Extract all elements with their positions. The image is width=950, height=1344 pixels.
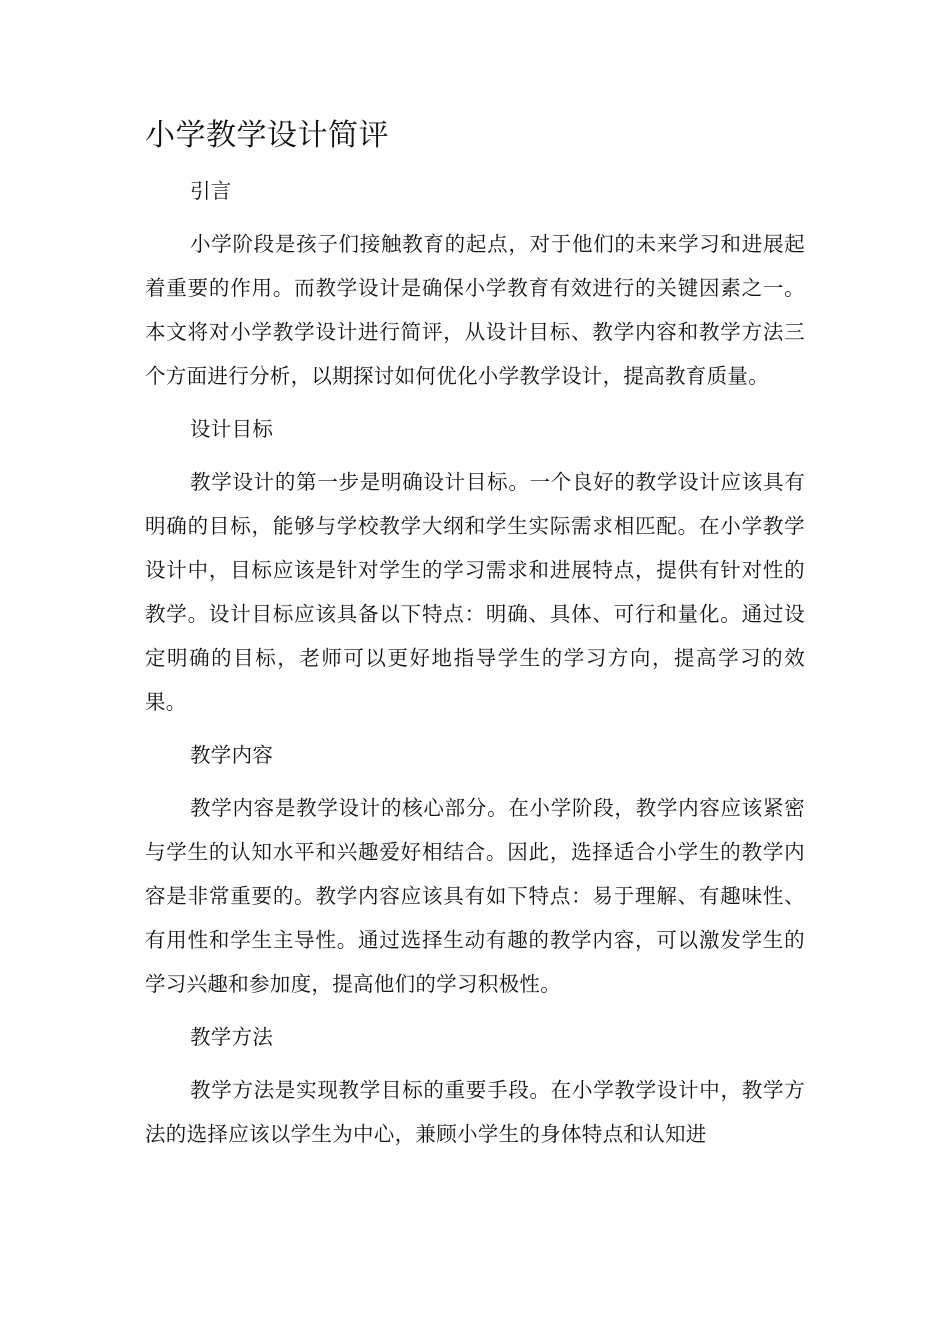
document-page — [145, 112, 805, 1165]
section-heading-teaching-methods: 教学方法 — [190, 1025, 274, 1049]
section-paragraph-introduction: 小学阶段是孩子们接触教育的起点，对于他们的未来学习和进展起着重要的作用。而教学设计是确保小学教育有效进行的关键因素之一。本文将对小学教学设计进行简评，从设计目标、教学内容和教学方法三个方面进行分析，以期探讨如何优化小学教学设计，提高教育质量。 — [145, 232, 805, 388]
section-heading-introduction: 引言 — [190, 179, 232, 203]
section-paragraph-teaching-content: 教学内容是教学设计的核心部分。在小学阶段，教学内容应该紧密与学生的认知水平和兴趣爱好相结合。因此，选择适合小学生的教学内容是非常重要的。教学内容应该具有如下特点：易于理解、有趣味性、有用性和学生主导性。通过选择生动有趣的教学内容，可以激发学生的学习兴趣和参加度，提高他们的学习积极性。 — [145, 796, 805, 996]
section-paragraph-teaching-methods: 教学方法是实现教学目标的重要手段。在小学教学设计中，教学方法的选择应该以学生为中心，兼顾小学生的身体特点和认知进 — [145, 1078, 805, 1146]
section-heading-teaching-content: 教学内容 — [190, 743, 274, 767]
section-heading-design-goals: 设计目标 — [190, 417, 274, 441]
document-title: 小学教学设计简评 — [145, 118, 389, 153]
section-paragraph-design-goals: 教学设计的第一步是明确设计目标。一个良好的教学设计应该具有明确的目标，能够与学校教学大纲和学生实际需求相匹配。在小学教学设计中，目标应该是针对学生的学习需求和进展特点，提供有针对性的教学。设计目标应该具备以下特点：明确、具体、可行和量化。通过设定明确的目标，老师可以更好地指导学生的学习方向，提高学习的效果。 — [145, 470, 805, 714]
